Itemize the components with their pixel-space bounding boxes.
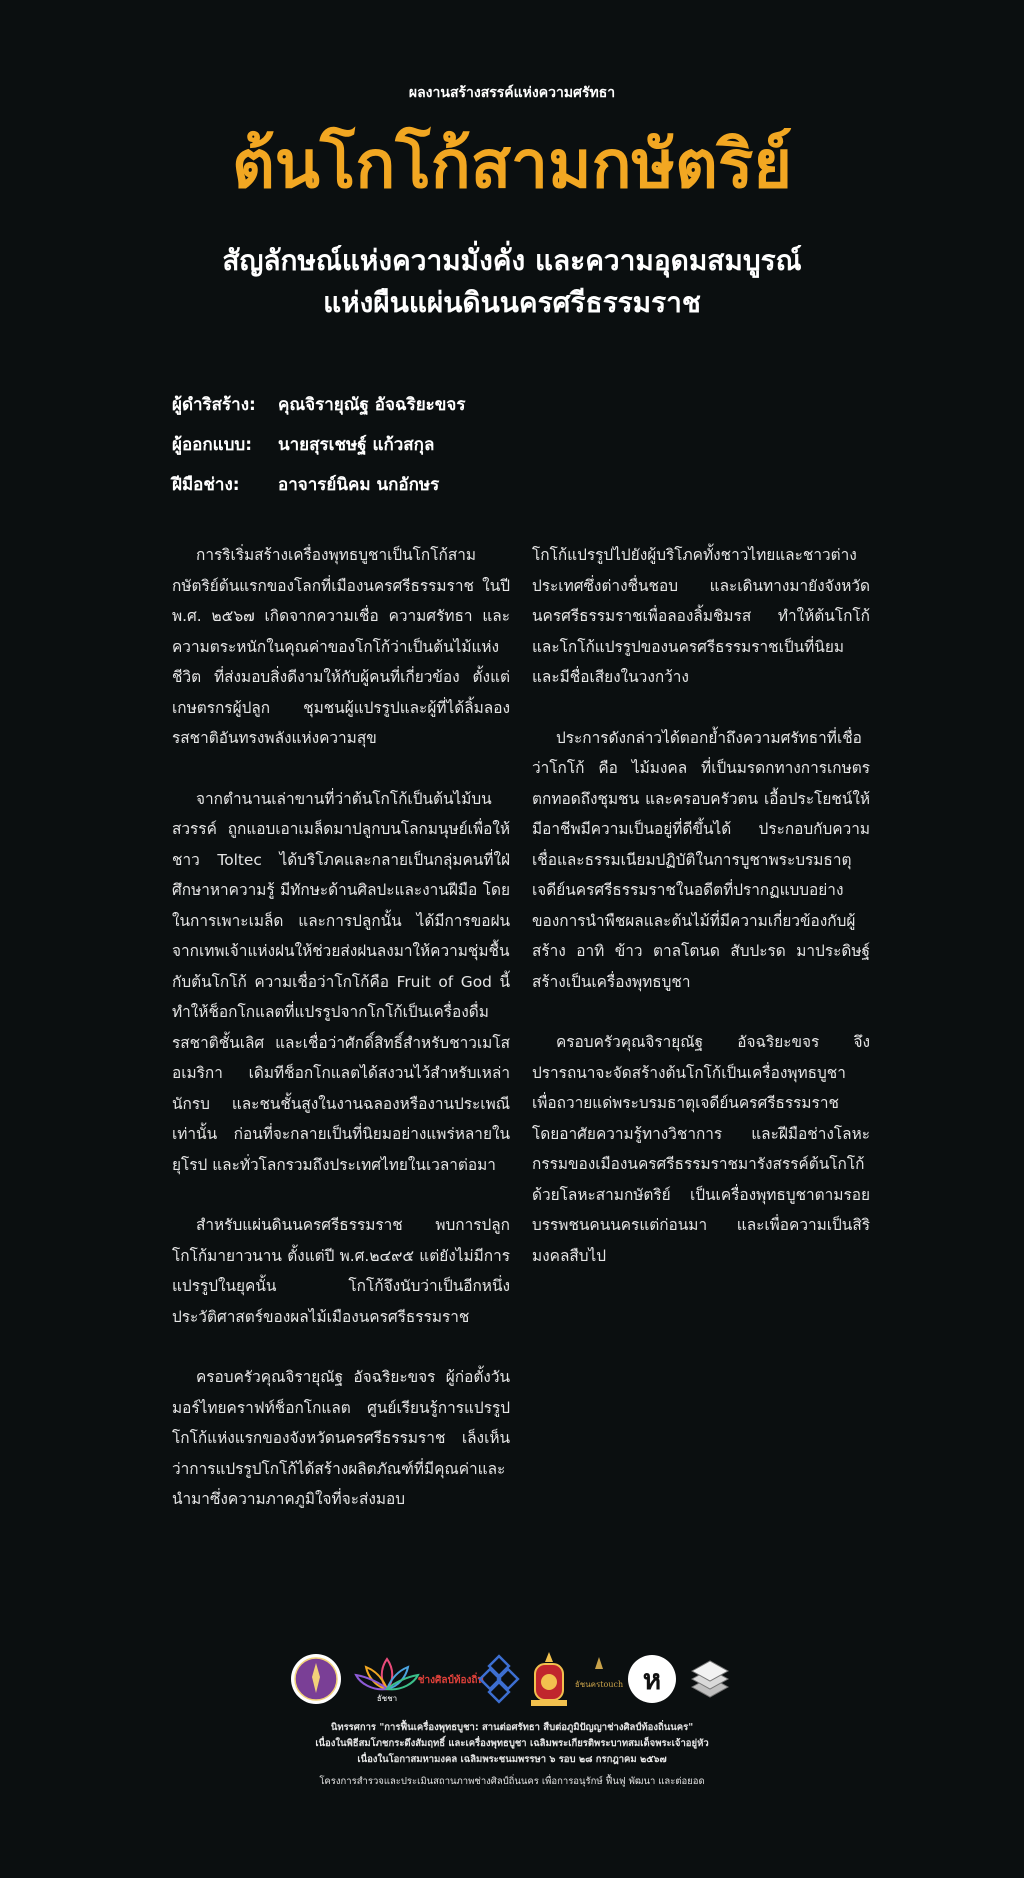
footer-line-2: เนื่องในพิธีสมโภชกระดึงสัมฤทธิ์ และเครื่องพุทธบูชา เฉลิมพระเกียรติพระบาทสมเด็จพระเจ้าอยู่หัว (315, 1738, 709, 1749)
knot-pattern-logo (479, 1653, 519, 1705)
body-column-left (172, 540, 510, 1545)
body-paragraph: การริเริ่มสร้างเครื่องพุทธบูชาเป็นโกโก้สามกษัตริย์ต้นแรกของโลกที่เมืองนครศรีธรรมราช ในปี พ.ศ. ๒๕๖๗ เกิดจากความเชื่อ ความศรัทธา และความตระหนักในคุณค่าของโกโก้ว่าเป็นต้นไม้แห่งชีวิต ที่ส่งมอบสิ่งดีงามให้กับผู้คนที่เกี่ยวข้อง ตั้งแต่เกษตรกรผู้ปลูก ชุมชนผู้แปรรูปและผู้ที่ได้ลิ้มลองรสชาติอันทรงพลังแห่งความสุข (172, 546, 510, 747)
body-paragraph: ประการดังกล่าวได้ตอกย้ำถึงความศรัทธาที่เชื่อว่าโกโก้ คือ ไม้มงคล ที่เป็นมรดกทางการเกษตร ตกทอดถึงชุมชน และครอบครัวตน เอื้อประโยชน์ให้มีอาชีพมีความเป็นอยู่ที่ดีขึ้นได้ ประกอบกับความเชื่อและธรรมเนียมปฏิบัติในการบูชาพระบรมธาตุเจดีย์นครศรีธรรมราชในอดีตที่ปรากฏแบบอย่างของการนำพืชผลและต้นไม้ที่มีความเกี่ยวข้องกับผู้สร้าง อาทิ ข้าว ตาลโตนด สับปะรด มาประดิษฐ์สร้างเป็นเครื่องพุทธบูชา (532, 728, 870, 991)
credit-row-designer (172, 424, 872, 464)
royal-emblem-logo (527, 1650, 571, 1708)
body-paragraph-continued: โกโก้แปรรูปไปยังผู้บริโภคทั้งชาวไทยและชาวต่างประเทศซึ่งต่างชื่นชอบ และเดินทางมายังจังหวัดนครศรีธรรมราชเพื่อลองลิ้มชิมรส ทำให้ต้นโกโก้ และโกโก้แปรรูปของนครศรีธรรมราชเป็นที่นิยมและมีชื่อเสียงในวงกว้าง (532, 546, 870, 686)
footer-line-1: นิทรรศการ "การฟื้นเครื่องพุทธบูชา: สานต่อศรัทธา สืบต่อภูมิปัญญาช่างศิลป์ท้องถิ่นนคร" (330, 1722, 694, 1733)
page-title: ต้นโกโก้สามกษัตริย์ (231, 126, 793, 203)
exhibition-kicker: ผลงานสร้างสรรค์แห่งความศรัทธา (408, 85, 616, 101)
credit-value: อาจารย์นิคม นกอักษร (278, 474, 440, 495)
credit-value: คุณจิรายุณัฐ อัจฉริยะขจร (278, 394, 466, 415)
local-craft-logo (418, 1653, 485, 1705)
credit-label: ผู้ดำริสร้าง: (172, 394, 256, 415)
footer (0, 1720, 1024, 1790)
touch-brand-text: ธัชนครtouch (574, 1680, 623, 1689)
credit-label: ผู้ออกแบบ: (172, 434, 253, 455)
subtitle (0, 240, 1024, 324)
touch-brand-logo (574, 1653, 623, 1705)
partner-logos (290, 1650, 734, 1708)
subtitle-line-1: สัญลักษณ์แห่งความมั่งคั่ง และความอุดมสมบูรณ์ (222, 244, 802, 277)
body-paragraph: ครอบครัวคุณจิรายุณัฐ อัจฉริยะขจร จึงปรารถนาจะจัดสร้างต้นโกโก้เป็นเครื่องพุทธบูชา เพื่อถวายแด่พระบรมธาตุเจดีย์นครศรีธรรมราช โดยอาศัยความรู้ทางวิชาการ และฝีมือช่างโลหะกรรมของเมืองนครศรีธรรมราชมารังสรรค์ต้นโกโก้ด้วยโลหะสามกษัตริย์ เป็นเครื่องพุทธบูชาตามรอยบรรพชนคนนครแต่ก่อนมา และเพื่อความเป็นสิริมงคลสืบไป (532, 1033, 870, 1265)
university-seal-logo (290, 1653, 342, 1705)
credit-label: ฝีมือช่าง: (172, 474, 240, 495)
body-column-right (532, 540, 870, 1301)
body-paragraph: ครอบครัวคุณจิรายุณัฐ อัจฉริยะขจร ผู้ก่อตั้งวันมอร์ไทยคราฟท์ช็อกโกแลต ศูนย์เรียนรู้การแปรรูปโกโก้แห่งแรกของจังหวัดนครศรีธรรมราช เล็งเห็นว่าการแปรรูปโกโก้ได้สร้างผลิตภัณฑ์ที่มีคุณค่าและนำมาซึ่งความภาคภูมิใจที่จะส่งมอบ (172, 1368, 510, 1508)
credit-row-initiator (172, 384, 872, 424)
subtitle-line-2: แห่งผืนแผ่นดินนครศรีธรรมราช (323, 286, 701, 319)
credits-block (172, 384, 872, 504)
book-stack-logo (686, 1653, 734, 1705)
lotus-brand-text: ธัชชา (376, 1694, 397, 1703)
lotus-brand-logo (350, 1653, 424, 1705)
local-craft-text: ช่างศิลป์ท้องถิ่น (418, 1675, 485, 1686)
body-paragraph: จากตำนานเล่าขานที่ว่าต้นโกโก้เป็นต้นไม้บนสวรรค์ ถูกแอบเอาเมล็ดมาปลูกบนโลกมนุษย์เพื่อให้ชาว Toltec ได้บริโภคและกลายเป็นกลุ่มคนที่ใฝ่ศึกษาหาความรู้ มีทักษะด้านศิลปะและงานฝีมือ โดยในการเพาะเมล็ด และการปลูกนั้น ได้มีการขอฝนจากเทพเจ้าแห่งฝนให้ช่วยส่งฝนลงมาให้ความชุ่มชื้นกับต้นโกโก้ ความเชื่อว่าโกโก้คือ Fruit of God นี้ทำให้ช็อกโกแลตที่แปรรูปจากโกโก้เป็นเครื่องดื่มรสชาติชั้นเลิศ และเชื่อว่าศักดิ์สิทธิ์สำหรับชาวเมโสอเมริกา เดิมทีช็อกโกแลตได้สงวนไว้สำหรับเหล่านักรบ และชนชั้นสูงในงานฉลองหรืองานประเพณีเท่านั้น ก่อนที่จะกลายเป็นที่นิยมอย่างแพร่หลายในยุโรป และทั่วโลกรวมถึงประเทศไทยในเวลาต่อมา (172, 789, 510, 1174)
round-h-text: ห (642, 1663, 662, 1696)
footer-line-3: เนื่องในโอกาสมหามงคล เฉลิมพระชนมพรรษา ๖ รอบ ๒๘ กรกฎาคม ๒๕๖๗ (357, 1754, 667, 1765)
credit-value: นายสุรเชษฐ์ แก้วสกุล (278, 434, 435, 455)
footer-line-4: โครงการสำรวจและประเมินสถานภาพช่างศิลป์ถิ่นนคร เพื่อการอนุรักษ์ ฟื้นฟู พัฒนา และต่อยอด (319, 1776, 705, 1787)
credit-row-craftsman (172, 464, 872, 504)
body-paragraph: สำหรับแผ่นดินนครศรีธรรมราช พบการปลูกโกโก้มายาวนาน ตั้งแต่ปี พ.ศ.๒๔๙๕ แต่ยังไม่มีการแปรรูปในยุคนั้น โกโก้จึงนับว่าเป็นอีกหนึ่งประวัติศาสตร์ของผลไม้เมืองนครศรีธรรมราช (172, 1216, 510, 1326)
round-h-logo (626, 1653, 678, 1705)
